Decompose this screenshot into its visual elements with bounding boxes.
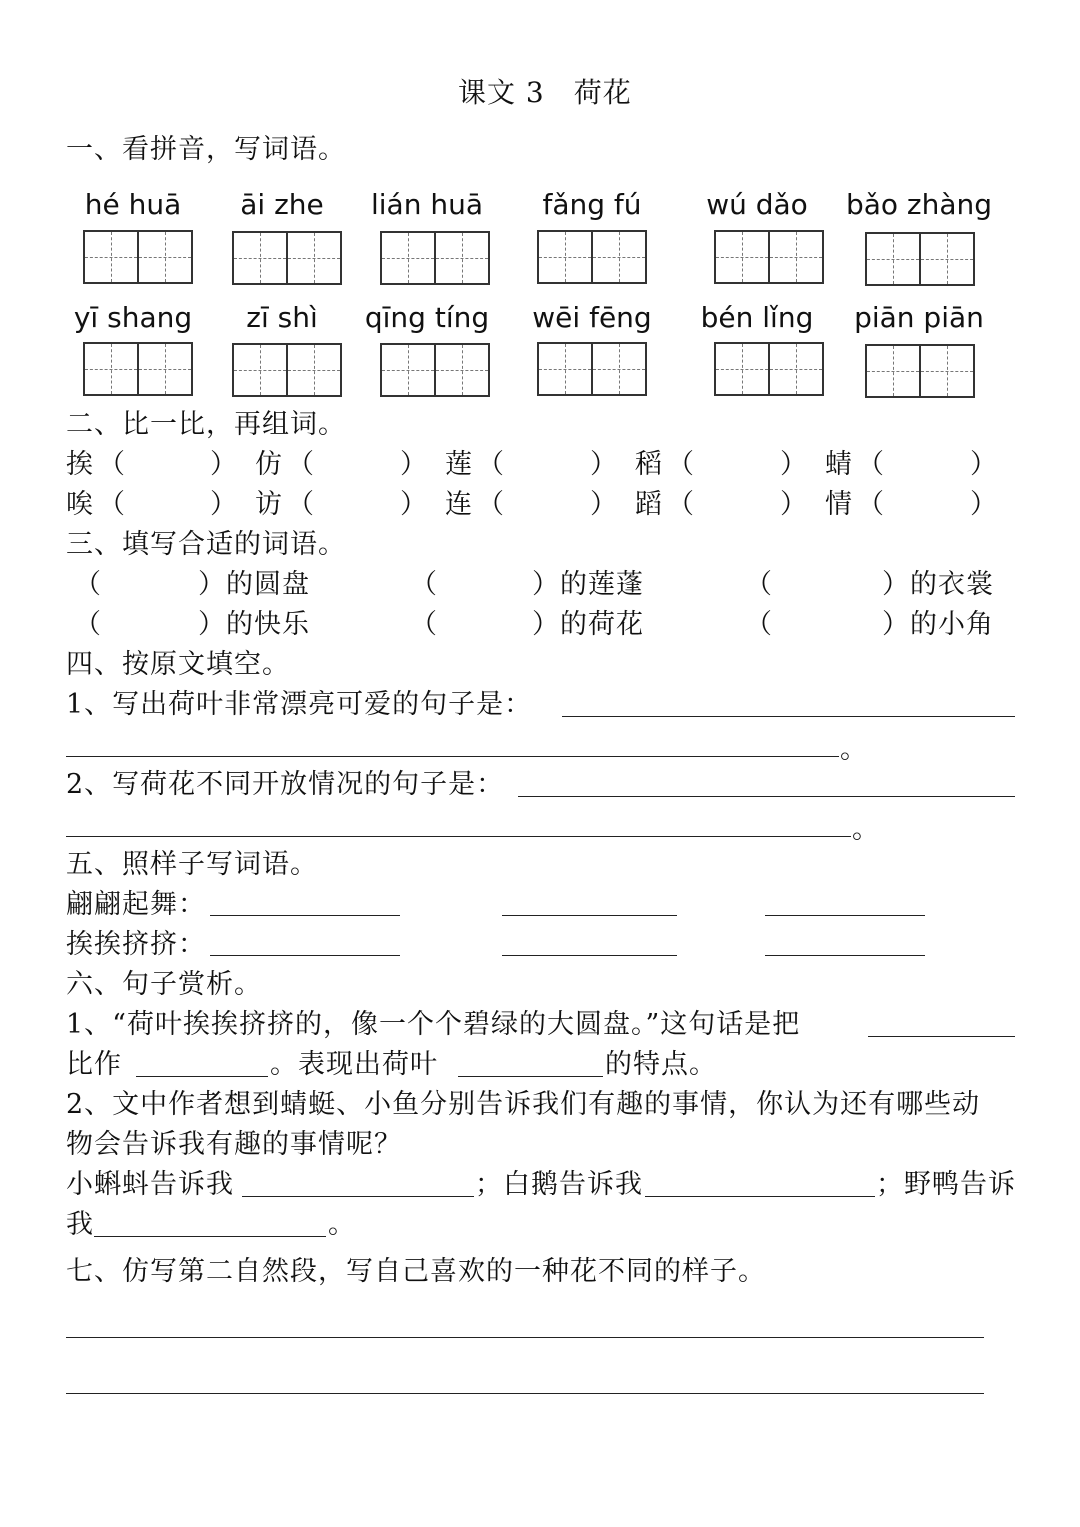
answer-line[interactable] (518, 796, 1015, 797)
pinyin-2-5: bén lǐng (700, 301, 814, 334)
writing-grid[interactable] (537, 230, 647, 284)
period: 。 (840, 734, 868, 765)
pinyin-1-2: āi zhe (240, 188, 324, 221)
period: 。 (328, 1209, 356, 1240)
close-paren: ） (780, 489, 808, 520)
open-paren: （ (857, 489, 885, 520)
answer-line[interactable] (66, 756, 839, 757)
section-7-heading: 七、仿写第二自然段，写自己喜欢的一种花不同的样子。 (66, 1256, 766, 1287)
writing-grid[interactable] (232, 231, 342, 285)
open-paren: （ (745, 609, 773, 640)
pinyin-2-4: wēi fēng (532, 301, 652, 334)
open-paren: （ (98, 489, 126, 520)
page-title: 课文 3 荷花 (458, 76, 632, 109)
question-6-2-d1: 我 (66, 1209, 94, 1240)
pinyin-1-3: lián huā (370, 188, 483, 221)
writing-grid[interactable] (714, 230, 824, 284)
fill-phrase: ）的衣裳 (882, 569, 994, 600)
section-6-heading: 六、句子赏析。 (66, 969, 262, 1000)
question-6-2-c3: ；野鸭告诉 (876, 1169, 1016, 1200)
open-paren: （ (477, 489, 505, 520)
compare-char: 莲 (445, 449, 473, 480)
answer-line[interactable] (502, 915, 677, 916)
open-paren: （ (410, 569, 438, 600)
close-paren: ） (970, 489, 998, 520)
answer-line[interactable] (66, 836, 851, 837)
answer-line[interactable] (765, 955, 925, 956)
close-paren: ） (210, 449, 238, 480)
open-paren: （ (477, 449, 505, 480)
close-paren: ） (400, 449, 428, 480)
open-paren: （ (74, 569, 102, 600)
answer-line[interactable] (458, 1076, 603, 1077)
fill-phrase: ）的圆盘 (198, 569, 310, 600)
compare-char: 访 (255, 489, 283, 520)
pinyin-2-3: qīng tíng (364, 301, 490, 334)
open-paren: （ (745, 569, 773, 600)
answer-line[interactable] (562, 716, 1015, 717)
close-paren: ） (970, 449, 998, 480)
writing-grid[interactable] (232, 343, 342, 397)
compare-char: 唉 (66, 489, 94, 520)
pinyin-1-4: fǎng fú (542, 188, 642, 221)
question-6-2-c1: 小蝌蚪告诉我 (66, 1169, 234, 1200)
writing-grid[interactable] (537, 342, 647, 396)
close-paren: ） (210, 489, 238, 520)
section-1-heading: 一、看拼音，写词语。 (66, 134, 346, 165)
pinyin-1-6: bǎo zhàng (845, 188, 993, 221)
pinyin-2-2: zī shì (246, 301, 318, 334)
close-paren: ） (400, 489, 428, 520)
answer-line[interactable] (66, 1393, 984, 1394)
compare-char: 蜻 (825, 449, 853, 480)
pinyin-1-5: wú dǎo (706, 188, 808, 221)
fill-phrase: ）的小角 (882, 609, 994, 640)
question-4-2: 2、写荷花不同开放情况的句子是： (66, 769, 505, 800)
close-paren: ） (590, 489, 618, 520)
pinyin-2-6: piān piān (854, 301, 984, 334)
open-paren: （ (667, 489, 695, 520)
fill-phrase: ）的荷花 (532, 609, 644, 640)
section-3-heading: 三、填写合适的词语。 (66, 529, 346, 560)
example-word-2: 挨挨挤挤： (66, 929, 206, 960)
question-6-2-a: 2、文中作者想到蜻蜓、小鱼分别告诉我们有趣的事情，你认为还有哪些动 (66, 1089, 981, 1120)
question-6-1-d: 的特点。 (605, 1049, 717, 1080)
answer-line[interactable] (210, 955, 400, 956)
writing-grid[interactable] (865, 344, 975, 398)
answer-line[interactable] (868, 1036, 1015, 1037)
question-6-2-c2: ；白鹅告诉我 (475, 1169, 643, 1200)
answer-line[interactable] (645, 1196, 875, 1197)
fill-phrase: ）的莲蓬 (532, 569, 644, 600)
compare-char: 稻 (635, 449, 663, 480)
section-5-heading: 五、照样子写词语。 (66, 849, 318, 880)
question-6-1-a: 1、“荷叶挨挨挤挤的，像一个个碧绿的大圆盘。”这句话是把 (66, 1009, 801, 1040)
open-paren: （ (98, 449, 126, 480)
writing-grid[interactable] (83, 342, 193, 396)
open-paren: （ (667, 449, 695, 480)
answer-line[interactable] (66, 1337, 984, 1338)
question-4-1: 1、写出荷叶非常漂亮可爱的句子是： (66, 689, 533, 720)
open-paren: （ (410, 609, 438, 640)
open-paren: （ (287, 489, 315, 520)
pinyin-2-1: yī shang (73, 301, 193, 334)
answer-line[interactable] (242, 1196, 474, 1197)
section-4-heading: 四、按原文填空。 (66, 649, 290, 680)
writing-grid[interactable] (380, 231, 490, 285)
open-paren: （ (74, 609, 102, 640)
writing-grid[interactable] (83, 230, 193, 284)
writing-grid[interactable] (865, 232, 975, 286)
compare-char: 情 (825, 489, 853, 520)
compare-char: 挨 (66, 449, 94, 480)
open-paren: （ (857, 449, 885, 480)
fill-phrase: ）的快乐 (198, 609, 310, 640)
answer-line[interactable] (765, 915, 925, 916)
question-6-2-b: 物会告诉我有趣的事情呢？ (66, 1129, 402, 1160)
close-paren: ） (780, 449, 808, 480)
example-word-1: 翩翩起舞： (66, 889, 206, 920)
close-paren: ） (590, 449, 618, 480)
question-6-1-b: 比作 (66, 1049, 122, 1080)
answer-line[interactable] (210, 915, 400, 916)
compare-char: 连 (445, 489, 473, 520)
open-paren: （ (287, 449, 315, 480)
section-2-heading: 二、比一比，再组词。 (66, 409, 346, 440)
writing-grid[interactable] (380, 343, 490, 397)
answer-line[interactable] (502, 955, 677, 956)
period: 。 (852, 814, 880, 845)
answer-line[interactable] (94, 1236, 326, 1237)
writing-grid[interactable] (714, 342, 824, 396)
compare-char: 蹈 (635, 489, 663, 520)
answer-line[interactable] (136, 1076, 268, 1077)
compare-char: 仿 (255, 449, 283, 480)
pinyin-1-1: hé huā (84, 188, 182, 221)
question-6-1-c: 。表现出荷叶 (270, 1049, 438, 1080)
